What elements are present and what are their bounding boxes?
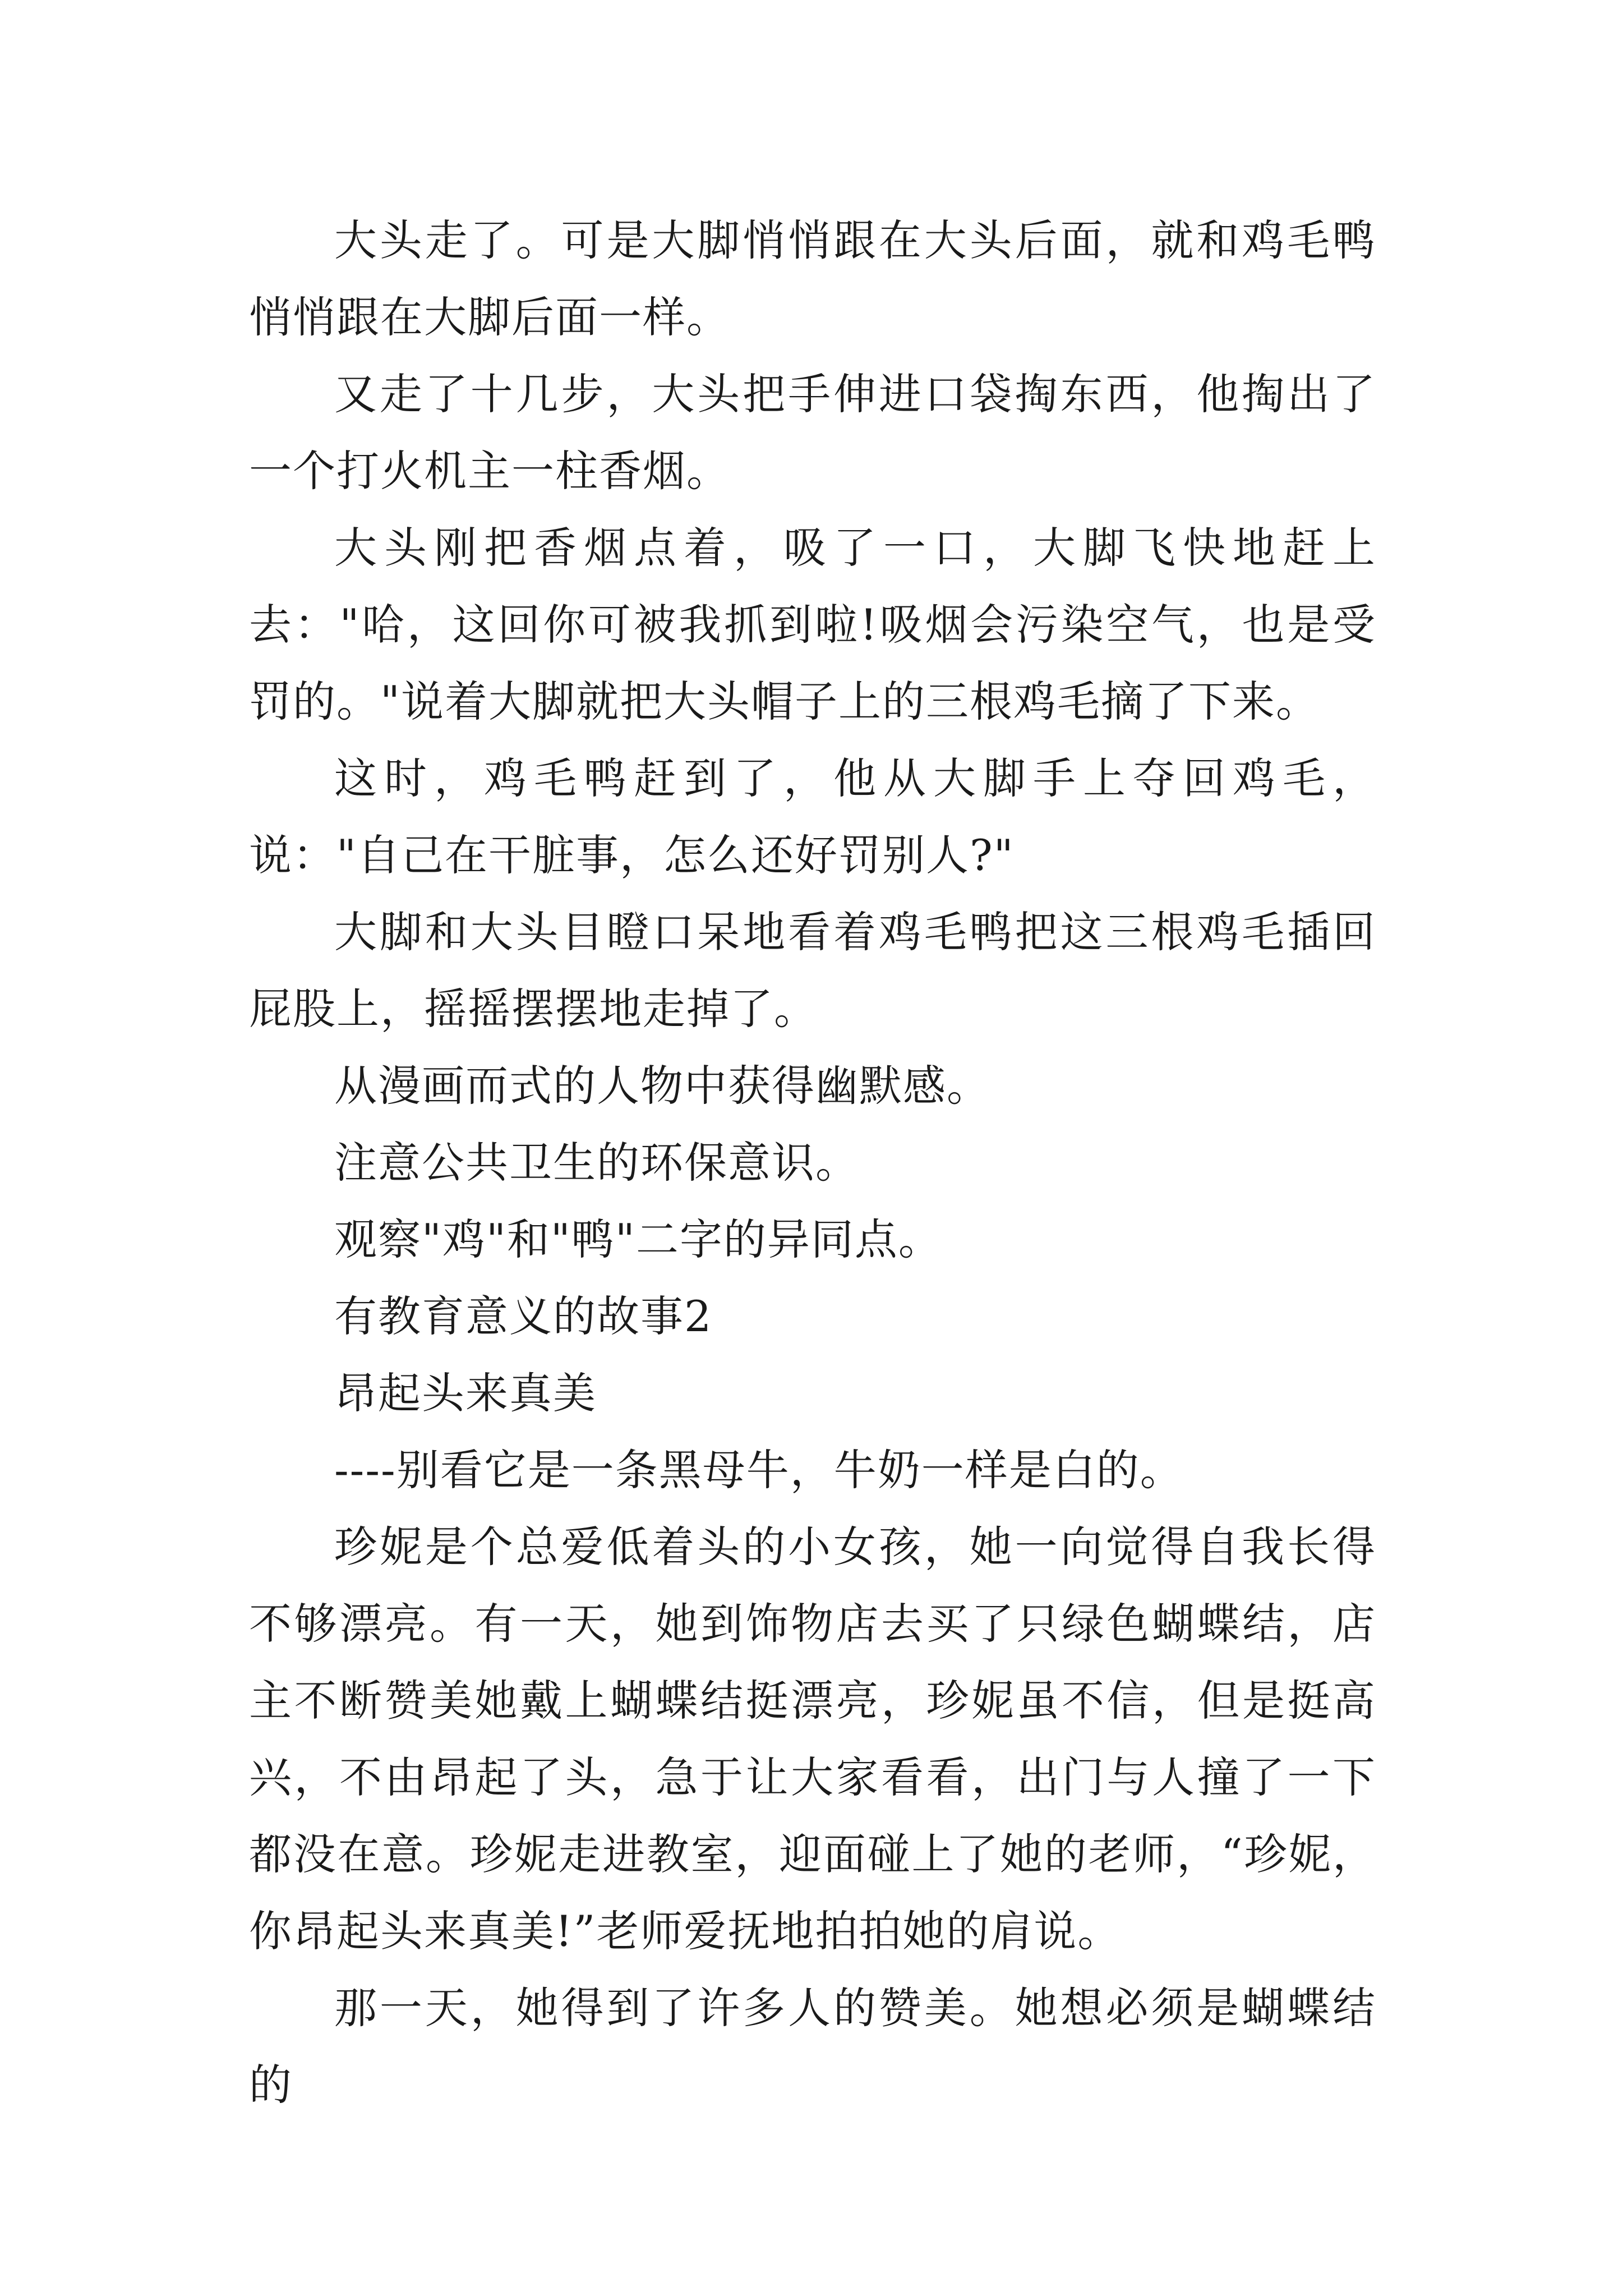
paragraph: 大头走了。可是大脚悄悄跟在大头后面，就和鸡毛鸭悄悄跟在大脚后面一样。 bbox=[249, 215, 1376, 342]
paragraph: 观察"鸡"和"鸭"二字的异同点。 bbox=[334, 1214, 942, 1264]
paragraph: 大头刚把香烟点着，吸了一口，大脚飞快地赶上去："哈，这回你可被我抓到啦!吸烟会污染空气，也是受罚的。"说着大脚就把大头帽子上的三根鸡毛摘了下来。 bbox=[249, 523, 1376, 726]
paragraph: 这时，鸡毛鸭赶到了，他从大脚手上夺回鸡毛，说："自己在干脏事，怎么还好罚别人?" bbox=[249, 753, 1376, 880]
paragraph: 又走了十几步，大头把手伸进口袋掏东西，他掏出了一个打火机主一柱香烟。 bbox=[249, 369, 1376, 496]
document-body bbox=[249, 202, 1376, 2123]
paragraph: 珍妮是个总爱低着头的小女孩，她一向觉得自我长得不够漂亮。有一天，她到饰物店去买了只绿色蝴蝶结，店主不断赞美她戴上蝴蝶结挺漂亮，珍妮虽不信，但是挺高兴，不由昂起了头，急于让大家看看，出门与人撞了一下都没在意。珍妮走进教室，迎面碰上了她的老师，“珍妮，你昂起头来真美!”老师爱抚地拍拍她的肩说。 bbox=[249, 1522, 1376, 1956]
paragraph: 注意公共卫生的环保意识。 bbox=[334, 1138, 859, 1188]
story-title: 昂起头来真美 bbox=[334, 1368, 597, 1418]
story-epigraph: ----别看它是一条黑母牛，牛奶一样是白的。 bbox=[334, 1445, 1184, 1495]
paragraph: 那一天，她得到了许多人的赞美。她想必须是蝴蝶结的 bbox=[249, 1983, 1376, 2110]
paragraph: 大脚和大头目瞪口呆地看着鸡毛鸭把这三根鸡毛插回屁股上，摇摇摆摆地走掉了。 bbox=[249, 907, 1376, 1034]
section-heading: 有教育意义的故事2 bbox=[334, 1291, 713, 1341]
paragraph: 从漫画而式的人物中获得幽默感。 bbox=[334, 1061, 990, 1111]
